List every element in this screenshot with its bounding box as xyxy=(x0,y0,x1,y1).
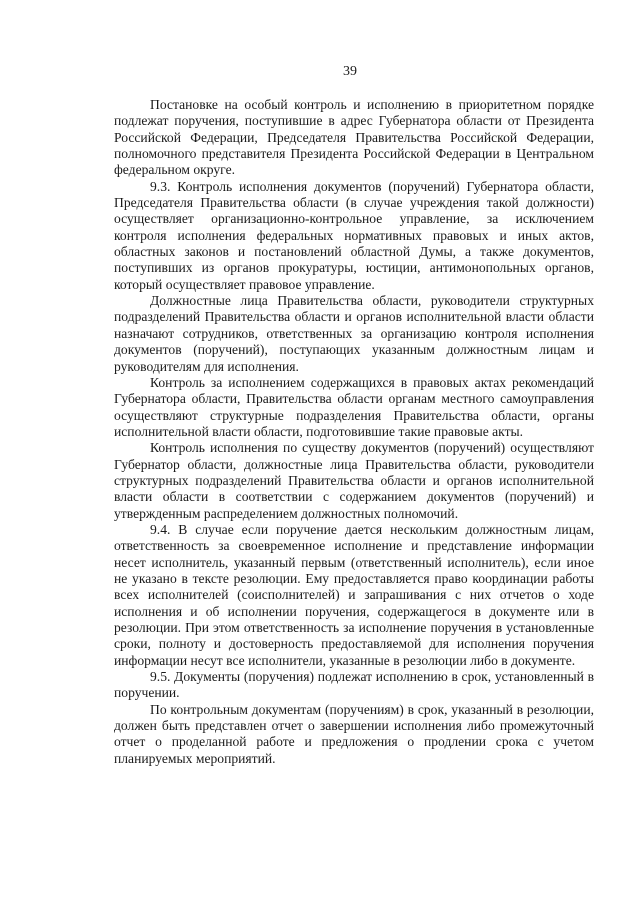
paragraph-officials-assign: Должностные лица Правительства области, руководители структурных подразделений Правительства области и органов исполнительной власти области назначают сотрудников, ответственных за организацию контроля исполнения документов (поручений), поступающих указанным должностным лицам и руководителям для исполнения. xyxy=(114,293,594,374)
paragraph-9-4: 9.4. В случае если поручение дается нескольким должностным лицам, ответственность за своевременное исполнение и представление информации несет исполнитель, указанный первым (ответственный исполнитель), если иное не указано в тексте резолюции. Ему предоставляется право координации работы всех исполнителей (соисполнителей) и запрашивания с них отчетов о ходе исполнения и об исполнении поручения, содержащегося в документе или в резолюции. При этом ответственность за исполнение поручения в установленные сроки, полноту и достоверность предоставляемой для исполнения поручения информации несут все исполнители, указанные в резолюции либо в документе. xyxy=(114,521,594,668)
document-body xyxy=(114,97,594,767)
paragraph-substance-control: Контроль исполнения по существу документов (поручений) осуществляют Губернатор области, должностные лица Правительства области, руководители структурных подразделений Правительства области и органов исполнительной власти области в соответствии с содержанием документов (поручений) и утвержденным распределением должностных полномочий. xyxy=(114,440,594,521)
paragraph-control-reports: По контрольным документам (поручениям) в срок, указанный в резолюции, должен быть представлен отчет о завершении исполнения либо промежуточный отчет о проделанной работе и предложения о продлении срока с учетом планируемых мероприятий. xyxy=(114,701,594,766)
paragraph-recommendations-control: Контроль за исполнением содержащихся в правовых актах рекомендаций Губернатора области, Правительства области органам местного самоуправления осуществляют структурные подразделения Правительства области, органы исполнительной власти области, подготовившие такие правовые акты. xyxy=(114,374,594,439)
paragraph-9-5: 9.5. Документы (поручения) подлежат исполнению в срок, установленный в поручении. xyxy=(114,669,594,701)
paragraph-9-3: 9.3. Контроль исполнения документов (поручений) Губернатора области, Председателя Правительства области (в случае учреждения такой должности) осуществляет организационно-контрольное управление, за исключением контроля исполнения федеральных нормативных правовых и иных актов, областных законов и постановлений областной Думы, а также документов, поступивших из органов прокуратуры, юстиции, антимонопольных органов, который осуществляет правовое управление. xyxy=(114,178,594,292)
paragraph-priority-control: Постановке на особый контроль и исполнению в приоритетном порядке подлежат поручения, поступившие в адрес Губернатора области от Президента Российской Федерации, Председателя Правительства Российской Федерации, полномочного представителя Президента Российской Федерации в Центральном федеральном округе. xyxy=(114,97,594,178)
page-number: 39 xyxy=(343,64,357,79)
